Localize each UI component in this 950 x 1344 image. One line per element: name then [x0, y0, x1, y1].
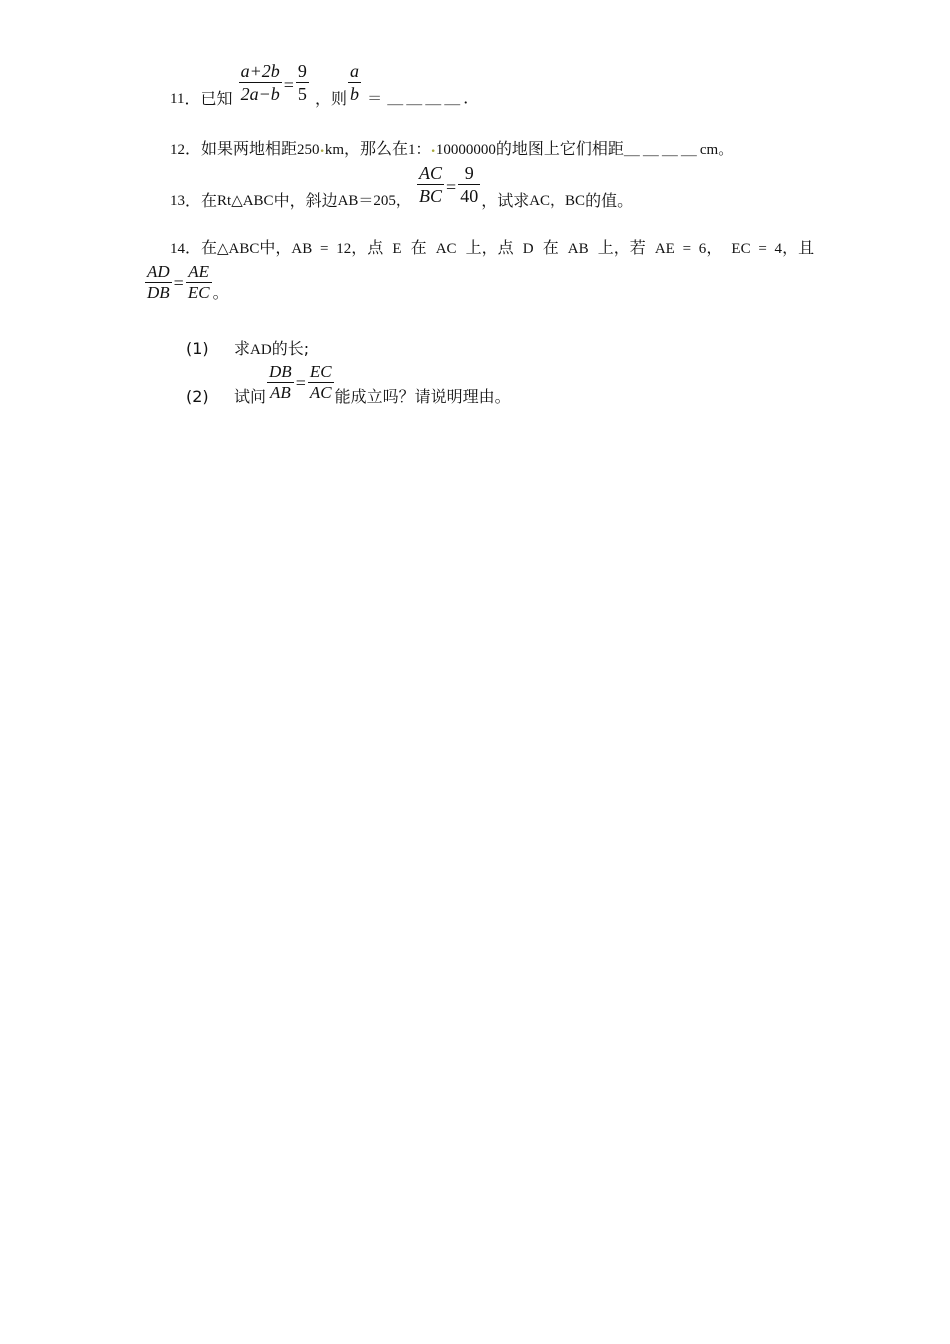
- question-number: 11: [170, 91, 185, 107]
- fraction-denominator: 40: [460, 186, 479, 206]
- question-text: 。: [212, 283, 229, 302]
- segment-ac: AC: [435, 241, 457, 257]
- fraction-ad-over-db: [145, 262, 172, 303]
- question-text: ，且: [782, 238, 815, 257]
- question-text: 中，: [259, 238, 292, 257]
- scale-ratio: 1：: [408, 142, 431, 158]
- question-text: 试问: [234, 387, 267, 406]
- answer-blank: ＿＿＿＿．: [387, 90, 483, 107]
- fraction-denominator: b: [349, 84, 359, 104]
- question-text: 上，若: [597, 238, 646, 257]
- fraction-denominator: AC: [309, 383, 332, 402]
- segment-ae: AE = 6: [654, 241, 707, 257]
- sub-question-2: [186, 362, 511, 416]
- triangle-name: △ABC: [217, 241, 260, 257]
- question-number: 14: [170, 241, 185, 257]
- question-text: ，点: [351, 238, 384, 257]
- question-11: [170, 60, 482, 114]
- question-text: ．已知: [184, 89, 233, 108]
- fraction-db-over-ab: [267, 362, 294, 403]
- question-text: 能成立吗？请说明理由。: [334, 387, 511, 406]
- question-text: ．在: [185, 238, 218, 257]
- question-text: 中，斜边: [273, 191, 338, 210]
- segment-ab: AB: [567, 241, 589, 257]
- question-text: ，: [706, 238, 723, 257]
- question-number: 13: [170, 193, 185, 209]
- fraction-a-plus-2b-over-2a-minus-b: [239, 60, 282, 105]
- fraction-numerator: a: [349, 61, 359, 81]
- fraction-denominator: DB: [147, 283, 170, 302]
- question-14-ratio: [144, 262, 229, 312]
- segment-ad: AD: [250, 342, 272, 358]
- equals-sign: =: [295, 373, 306, 393]
- equals-sign: ＝: [367, 91, 383, 107]
- fraction-9-over-40: [458, 162, 480, 207]
- question-text: ，试求: [481, 191, 530, 210]
- scale-value: 10000000: [435, 142, 496, 158]
- question-text: 的长;: [271, 339, 310, 358]
- question-text: 求: [234, 339, 251, 358]
- question-text: ，则: [314, 89, 347, 108]
- point-e: E: [392, 241, 402, 257]
- equals-sign: =: [283, 75, 294, 95]
- equals-sign: =: [446, 177, 457, 197]
- fraction-numerator: a+2b: [240, 61, 280, 81]
- fraction-numerator: AE: [186, 262, 212, 283]
- fraction-ac-over-bc: [417, 162, 444, 207]
- fraction-denominator: 2a−b: [240, 84, 280, 104]
- fraction-numerator: AD: [147, 262, 170, 281]
- fraction-denominator: AB: [269, 383, 291, 402]
- fraction-denominator: BC: [419, 186, 443, 206]
- question-12: 12．如果两地相距250•km，那么在1：•10000000的地图上它们相距＿＿＿＿cm。: [170, 139, 734, 158]
- question-number: 12: [170, 142, 185, 158]
- question-text: 在: [410, 238, 427, 257]
- fraction-denominator: EC: [187, 283, 210, 302]
- question-text: 的地图上它们相距: [495, 139, 624, 158]
- fraction-denominator: 5: [297, 84, 307, 104]
- answer-blank: ＿＿＿＿: [623, 141, 700, 158]
- segment-ec: EC = 4: [731, 241, 783, 257]
- fraction-numerator: 9: [297, 61, 307, 81]
- fraction-ec-over-ac: [308, 362, 334, 403]
- unknown-sides: AC，BC: [529, 193, 586, 209]
- question-13: [170, 162, 633, 216]
- fraction-numerator: 9: [458, 162, 480, 185]
- unit-km: km: [324, 142, 344, 158]
- fraction-ae-over-ec: [186, 262, 212, 303]
- fraction-9-over-5: [296, 60, 309, 105]
- question-text: ．如果两地相距: [185, 139, 298, 158]
- sub-question-1: [186, 339, 309, 360]
- question-14: [170, 238, 814, 259]
- point-d: D: [522, 241, 534, 257]
- hypotenuse-value: AB＝205，: [337, 193, 411, 209]
- question-text: ．在: [185, 191, 218, 210]
- fraction-a-over-b: [348, 60, 361, 105]
- sub-question-label: (2): [186, 387, 209, 406]
- unit-cm: cm。: [699, 142, 734, 158]
- question-text: 在: [542, 238, 559, 257]
- side-ab: AB = 12: [291, 241, 352, 257]
- equals-sign: =: [173, 272, 184, 293]
- fraction-numerator: DB: [269, 362, 292, 381]
- fraction-numerator: AC: [419, 163, 443, 183]
- question-text: ，那么在: [344, 139, 409, 158]
- triangle-name: Rt△ABC: [217, 193, 274, 209]
- distance-value: 250: [297, 142, 320, 158]
- question-text: 的值。: [585, 191, 634, 210]
- sub-question-label: (1): [186, 339, 209, 358]
- fraction-numerator: EC: [309, 362, 332, 381]
- question-text: 上，点: [465, 238, 514, 257]
